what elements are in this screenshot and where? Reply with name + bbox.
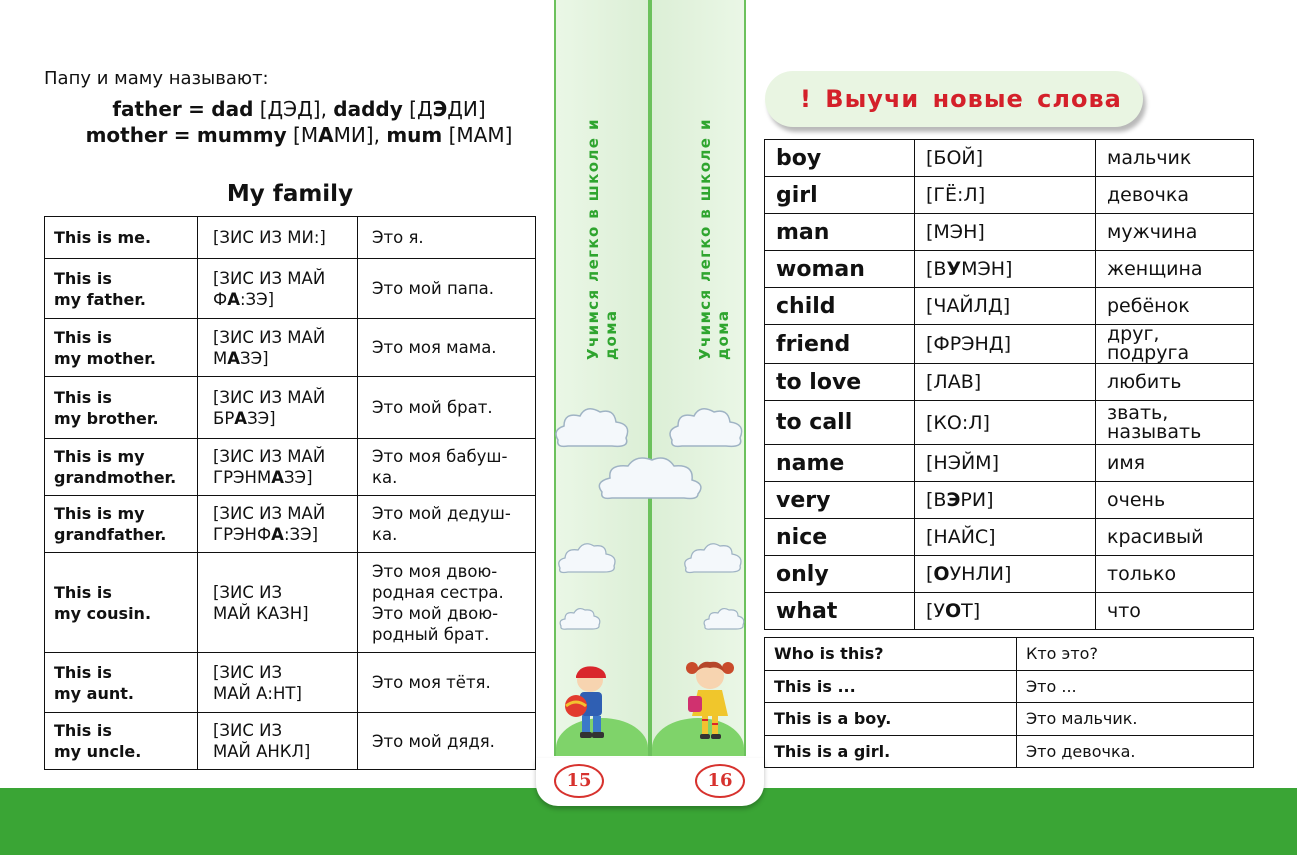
cloud-icon [556,540,620,576]
table-row [765,214,1254,251]
table-row [765,251,1254,288]
transcription: [ЗИС ИЗ МАЙ БРАЗЭ] [198,377,358,439]
transcription: [ЗИС ИЗ МАЙ А:НТ] [198,653,358,713]
english-phrase: This is my uncle. [45,713,198,770]
phrases-table [764,637,1254,768]
russian-translation: только [1096,556,1254,593]
table-row [765,556,1254,593]
transcription: [НЭЙМ] [915,445,1096,482]
transcription: [ЗИС ИЗ МАЙ АНКЛ] [198,713,358,770]
transcription: [ЗИС ИЗ МАЙ КАЗН] [198,553,358,653]
english-phrase: This is me. [45,217,198,259]
english-word: woman [765,251,915,288]
family-title: My family [226,181,354,207]
page-number-15: 15 [554,764,604,798]
table-row [765,638,1254,671]
table-row [765,519,1254,556]
transcription: [УОТ] [915,593,1096,630]
formula-mother: mother = mummy [МАМИ], mum [МАМ] [85,123,513,147]
english-word: to call [765,401,915,445]
russian-translation: очень [1096,482,1254,519]
table-row [45,439,536,496]
russian-translation: друг, подруга [1096,325,1254,364]
transcription: [ВЭРИ] [915,482,1096,519]
english-phrase: Who is this? [765,638,1017,671]
transcription: [ГЁ:Л] [915,177,1096,214]
table-row [765,364,1254,401]
table-row [45,217,536,259]
russian-translation: Это мой папа. [358,259,536,319]
cloud-icon [702,606,746,632]
table-row [765,325,1254,364]
english-word: only [765,556,915,593]
table-row [765,140,1254,177]
formula-father: father = dad [ДЭД], daddy [ДЭДИ] [112,97,486,121]
table-row [765,703,1254,736]
english-word: boy [765,140,915,177]
russian-translation: Это девочка. [1017,735,1254,768]
transcription: [МЭН] [915,214,1096,251]
transcription: [ЗИС ИЗ МАЙ ГРЭНФА:ЗЭ] [198,496,358,553]
english-phrase: This is a girl. [765,735,1017,768]
russian-translation: Кто это? [1017,638,1254,671]
transcription: [ВУМЭН] [915,251,1096,288]
russian-translation: что [1096,593,1254,630]
table-row [765,735,1254,768]
english-phrase: This is my grandmother. [45,439,198,496]
cloud-icon [552,402,634,452]
english-phrase: This is my father. [45,259,198,319]
table-row [765,445,1254,482]
russian-translation: Это моя бабуш- ка. [358,439,536,496]
english-phrase: This is my cousin. [45,553,198,653]
table-row [45,713,536,770]
page-number-16: 16 [695,764,745,798]
spine-slogan-right: Учимся легко в школе и дома [696,118,732,360]
russian-translation: имя [1096,445,1254,482]
transcription: [ЗИС ИЗ МАЙ ГРЭНМАЗЭ] [198,439,358,496]
cloud-icon [558,606,602,632]
spine-left [554,0,650,756]
english-word: friend [765,325,915,364]
table-row [45,496,536,553]
table-row [45,653,536,713]
russian-translation: звать, называть [1096,401,1254,445]
transcription: [ОУНЛИ] [915,556,1096,593]
russian-translation: Это мой дядя. [358,713,536,770]
spine-slogan-left: Учимся легко в школе и дома [584,118,620,360]
russian-translation: Это моя двою- родная сестра. Это мой двою- родный брат. [358,553,536,653]
boy-cartoon-icon [560,664,614,742]
russian-translation: Это моя мама. [358,319,536,377]
russian-translation: любить [1096,364,1254,401]
russian-translation: мальчик [1096,140,1254,177]
english-phrase: This is my aunt. [45,653,198,713]
english-word: nice [765,519,915,556]
english-phrase: This is my grandfather. [45,496,198,553]
russian-translation: красивый [1096,519,1254,556]
vocabulary-table [764,139,1254,630]
english-word: name [765,445,915,482]
table-row [765,593,1254,630]
russian-translation: девочка [1096,177,1254,214]
transcription: [ЗИС ИЗ МИ:] [198,217,358,259]
transcription: [ФРЭНД] [915,325,1096,364]
russian-translation: Это ... [1017,670,1254,703]
english-word: man [765,214,915,251]
table-row [765,482,1254,519]
banner-title: ! Выучи новые слова [800,85,1122,113]
transcription: [ЗИС ИЗ МАЙ МАЗЭ] [198,319,358,377]
girl-cartoon-icon [682,656,738,742]
table-row [765,670,1254,703]
table-row [765,288,1254,325]
english-phrase: This is ... [765,670,1017,703]
english-phrase: This is a boy. [765,703,1017,736]
transcription: [ЧАЙЛД] [915,288,1096,325]
english-phrase: This is my brother. [45,377,198,439]
table-row [765,177,1254,214]
english-word: child [765,288,915,325]
transcription: [ЗИС ИЗ МАЙ ФА:ЗЭ] [198,259,358,319]
russian-translation: Это мальчик. [1017,703,1254,736]
english-phrase: This is my mother. [45,319,198,377]
english-word: to love [765,364,915,401]
english-word: girl [765,177,915,214]
table-row [765,401,1254,445]
russian-translation: женщина [1096,251,1254,288]
cloud-icon [682,540,746,576]
russian-translation: Это мой брат. [358,377,536,439]
transcription: [КО:Л] [915,401,1096,445]
russian-translation: ребёнок [1096,288,1254,325]
family-table [44,216,536,770]
russian-translation: Это мой дедуш- ка. [358,496,536,553]
russian-translation: Это моя тётя. [358,653,536,713]
cloud-icon [666,402,748,452]
transcription: [БОЙ] [915,140,1096,177]
table-row [45,377,536,439]
spine-right [650,0,746,756]
russian-translation: мужчина [1096,214,1254,251]
russian-translation: Это я. [358,217,536,259]
table-row [45,319,536,377]
english-word: what [765,593,915,630]
english-word: very [765,482,915,519]
intro-text: Папу и маму называют: [44,68,269,89]
table-row [45,553,536,653]
transcription: [НАЙС] [915,519,1096,556]
transcription: [ЛАВ] [915,364,1096,401]
table-row [45,259,536,319]
cloud-icon [594,452,706,504]
